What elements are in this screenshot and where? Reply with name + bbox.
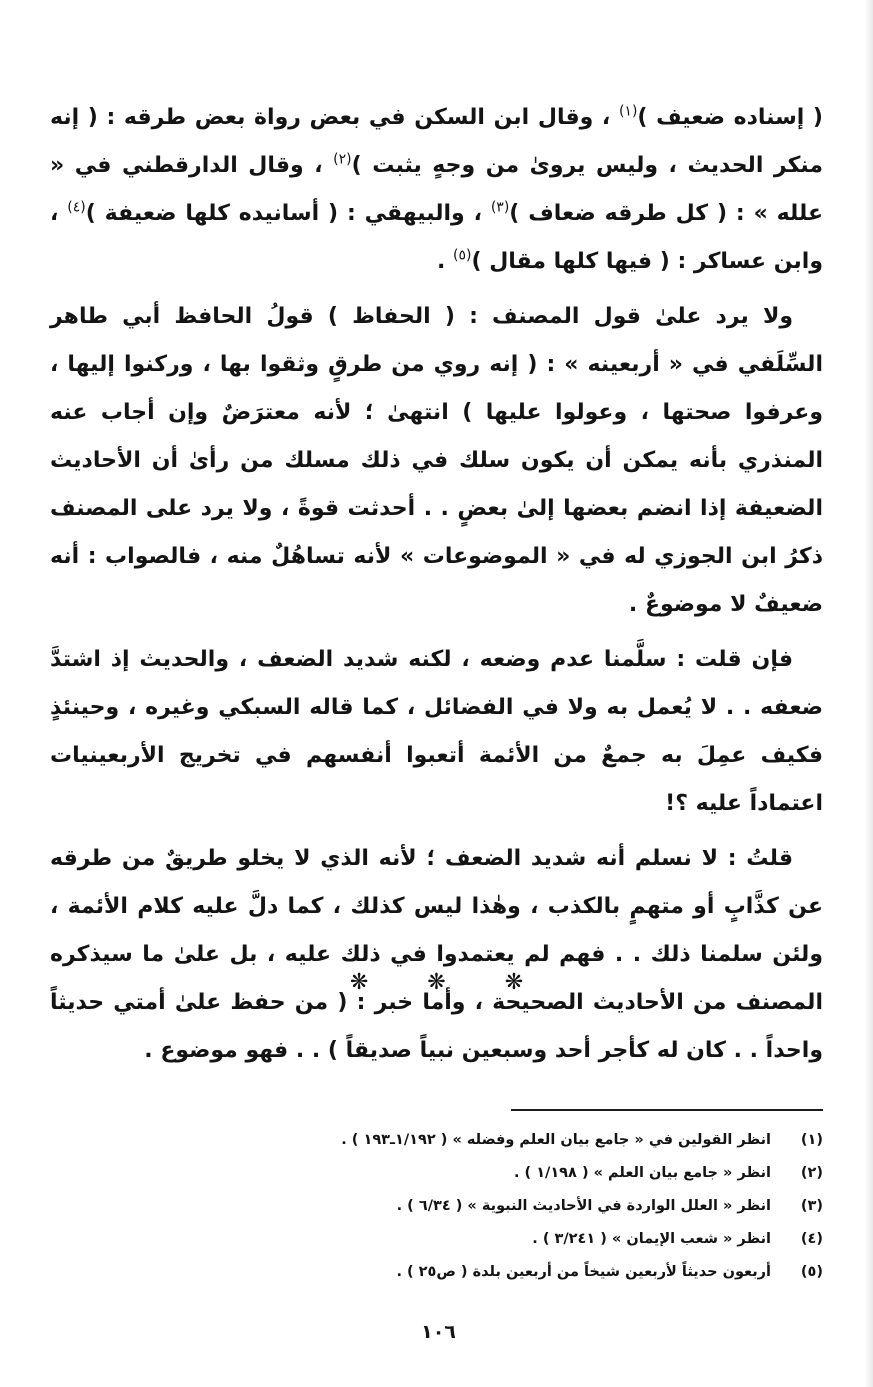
footnote-ref-1[interactable]: (١) <box>618 103 638 120</box>
text-line: كلها مقال )$^{(٥)}$ . <box>436 247 599 274</box>
footnote-text: انظر « العلل الواردة في الأحاديث النبوية » ( ٦/٣٤ ) . <box>396 1198 771 1214</box>
footnote-text: انظر « شعب الإيمان » ( ٣/٢٤١ ) . <box>532 1231 771 1247</box>
footnote-ref-3[interactable]: (٣) <box>490 199 510 216</box>
text-line: ( إسناده ضعيف )$^{(١)}$ ، وقال ابن السكن في بعض رواة بعض طرقه : ( إنه منكر <box>50 103 823 178</box>
footnote-text: أربعون حديثاً لأربعين شيخاً من أربعين بلدة ( ص٢٥ ) . <box>396 1264 771 1280</box>
paragraph-1 <box>50 94 823 286</box>
footnote-number: (١) <box>800 1132 823 1148</box>
footnote-5 <box>50 1256 823 1289</box>
paragraph-2: ولا يرد علىٰ قول المصنف : ( الحفاظ ) قولُ الحافظ أبي طاهر السِّلَفي في « أربعينه » : ( إنه روي من طرقٍ وثقوا بها ، وركنوا إليها ، وعرفوا صحتها ، وعولوا عليها ) انتهىٰ ؛ لأنه معترَضٌ وإن أجاب عنه المنذري بأنه يمكن أن يكون سلك في ذلك مسلك من رأىٰ أن الأحاديث الضعيفة إذا انضم بعضها إلىٰ بعضٍ . . أحدثت قوةً ، ولا يرد على المصنف ذكرُ ابن الجوزي له في « الموضوعات » لأنه تساهُلٌ منه ، فالصواب : أنه ضعيفٌ لا موضوعٌ . <box>50 304 823 617</box>
paragraph-3: فإن قلت : سلَّمنا عدم وضعه ، لكنه شديد الضعف ، والحديث إذ اشتدَّ ضعفه . . لا يُعمل به ولا في الفضائل ، كما قاله السبكي وغيره ، وحينئذٍ فكيف عمِلَ به جمعٌ من الأئمة أتعبوا أنفسهم في تخريج الأربعينيات اعتماداً عليه ؟! <box>50 647 823 816</box>
page-number: ١٠٦ <box>421 1321 456 1343</box>
text-line: الحديث ، وليس يروىٰ من وجهٍ يثبت )$^{(٢)}$ ، وقال الدارقطني في « علله » : ( كل <box>50 151 823 226</box>
footnote-number: (٢) <box>800 1165 823 1181</box>
footnote-4 <box>50 1223 823 1256</box>
footnote-ref-2[interactable]: (٢) <box>333 151 352 168</box>
footnote-number: (٤) <box>800 1231 823 1247</box>
footnote-text: انظر القولين في « جامع بيان العلم وفضله » ( ١/١٩٢ـ١٩٣ ) . <box>341 1132 771 1148</box>
footnote-ref-4[interactable]: (٤) <box>67 199 86 216</box>
section-separator: ❋ ❋ ❋ <box>349 970 550 995</box>
main-text <box>50 94 823 1075</box>
footnote-ref-5[interactable]: (٥) <box>453 247 472 264</box>
text-line: طرقه ضعاف )$^{(٣)}$ ، والبيهقي : ( أسانيده كلها ضعيفة )$^{(٤)}$ ، وابن عساكر : ( فيها <box>50 199 823 274</box>
footnote-number: (٣) <box>800 1198 823 1214</box>
footnote-text: انظر « جامع بيان العلم » ( ١/١٩٨ ) . <box>513 1165 771 1181</box>
footnote-2 <box>50 1157 823 1190</box>
footnote-number: (٥) <box>800 1264 823 1280</box>
paragraph-4: قلتُ : لا نسلم أنه شديد الضعف ؛ لأنه الذي لا يخلو طريقٌ من طرقه عن كذَّابٍ أو متهمٍ بالكذب ، وهٰذا ليس كذلك ، كما دلَّ عليه كلام الأئمة ، ولئن سلمنا ذلك . . فهم لم يعتمدوا في ذلك عليه ، بل علىٰ ما سيذكره المصنف من الأحاديث الصحيحة ، وأما خبر : ( من حفظ علىٰ أمتي حديثاً واحداً . . كان له كأجر أحد وسبعين نبياً صديقاً ) . . فهو موضوع . <box>50 846 823 1063</box>
footnote-1 <box>50 1124 823 1157</box>
footnotes <box>50 1124 823 1289</box>
scan-edge-shadow <box>864 0 873 1387</box>
footnote-3 <box>50 1190 823 1223</box>
footnote-divider <box>511 1109 823 1111</box>
